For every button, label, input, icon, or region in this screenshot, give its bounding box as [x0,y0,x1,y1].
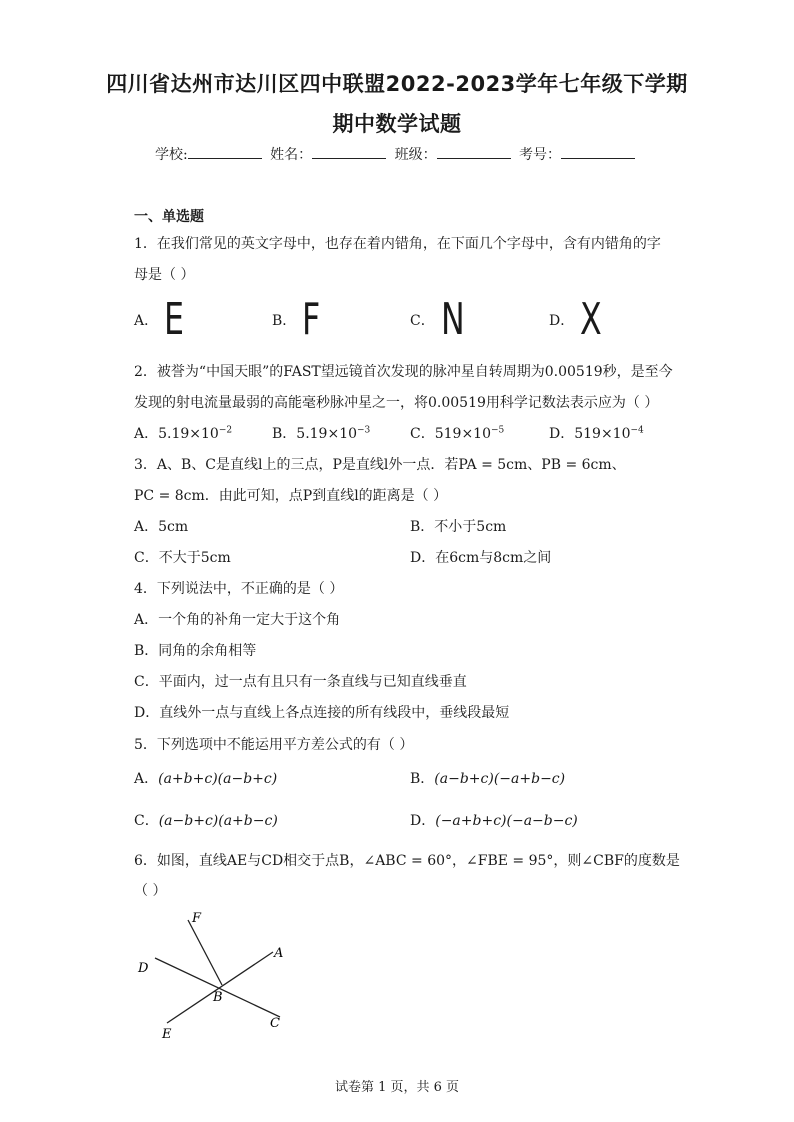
q2-option-a-exp: −2 [218,425,233,436]
label-a: A [274,946,284,961]
q1-option-d[interactable] [549,294,610,345]
q6-text-line2: （ ） [134,883,167,899]
q4-option-d-text: 直线外一点与直线上各点连接的所有线段中，垂线段最短 [159,705,510,721]
q5-option-b-label: B． [410,771,435,787]
q1-option-b[interactable] [272,294,328,345]
q5-option-b[interactable] [410,768,565,788]
label-b: B [213,990,223,1005]
school-label: 学校: [154,147,188,163]
number-label: 考号： [519,147,562,163]
q5-option-a-expr: (a+b+c)(a−b+c) [158,771,278,787]
q5-option-c[interactable] [134,810,278,830]
q2-option-c-label: C． [410,426,435,442]
q1-text-line2: 母是（ ） [134,267,195,283]
q3-option-a-label: A． [134,519,159,535]
page-footer: 试卷第 1 页，共 6 页 [334,1080,460,1095]
q3-option-c[interactable] [134,547,231,567]
q4-option-c-text: 平面内，过一点有且只有一条直线与已知直线垂直 [158,674,467,690]
letter-x-glyph: X [580,294,602,345]
q2-option-b-exp: −3 [357,425,371,436]
line-ae [167,952,273,1023]
q5-option-a-label: A． [134,771,159,787]
q1-option-c[interactable] [410,294,474,345]
q4-option-c-label: C． [134,674,159,690]
q3-option-c-text: 不大于5cm [158,550,231,566]
q4-option-c[interactable] [134,671,467,691]
letter-f-glyph: F [302,294,321,345]
q5-text-line1: 5．下列选项中不能运用平方差公式的有（ ） [134,737,414,753]
q5-option-d-expr: (−a+b+c)(−a−b−c) [435,813,578,829]
q1-option-c-label: C． [410,312,435,329]
student-info-row [0,144,794,164]
class-blank[interactable] [437,145,511,159]
q3-option-a-text: 5cm [158,519,189,535]
q4-option-b-text: 同角的余角相等 [158,643,257,659]
name-blank[interactable] [312,145,386,159]
q3-option-b-text: 不小于5cm [434,519,507,535]
q5-option-a[interactable] [134,768,277,788]
class-label: 班级： [394,147,437,163]
name-label: 姓名： [270,147,313,163]
q3-option-d-label: D． [410,550,436,566]
q4-option-b[interactable] [134,640,256,660]
q3-text-line1: 3．A、B、C是直线l上的三点，P是直线l外一点．若PA = 5cm、PB = 6cm、 [134,457,626,473]
q3-text-line2: PC = 8cm．由此可知，点P到直线l的距离是（ ） [134,488,448,504]
label-e: E [162,1027,172,1042]
q2-option-a-base: 5.19×10 [158,426,219,442]
q3-option-a[interactable] [134,516,188,536]
q4-option-d-label: D． [134,705,160,721]
q2-option-c-base: 519×10 [434,426,491,442]
q2-option-b-label: B． [272,426,297,442]
exam-title-line1: 四川省达州市达川区四中联盟2022-2023学年七年级下学期 [106,72,688,96]
q4-option-d[interactable] [134,702,509,722]
q1-option-d-label: D． [549,312,575,329]
q2-text-line2: 发现的射电流量最弱的高能毫秒脉冲星之一，将0.00519用科学记数法表示应为（ ） [134,395,659,411]
q3-option-d-text: 在6cm与8cm之间 [435,550,552,566]
q6-text-line1: 6．如图，直线AE与CD相交于点B，∠ABC = 60°，∠FBE = 95°，则∠CBF的度数是 [134,853,680,869]
q2-option-a-label: A． [134,426,159,442]
ray-bf [188,920,222,985]
q2-text-line1: 2．被誉为“中国天眼”的FAST望远镜首次发现的脉冲星自转周期为0.00519秒，是至今 [134,364,673,380]
q2-option-b-base: 5.19×10 [296,426,358,442]
q3-option-d[interactable] [410,547,551,567]
letter-e-glyph: E [164,294,185,345]
number-blank[interactable] [561,145,635,159]
q4-option-b-label: B． [134,643,159,659]
q2-option-d[interactable] [549,423,644,443]
label-f: F [192,911,202,926]
label-c: C [270,1016,280,1031]
q6-geometry-figure [130,905,310,1045]
section-heading: 一、单选题 [134,209,204,225]
q3-option-c-label: C． [134,550,159,566]
letter-n-glyph: N [440,294,465,345]
q2-option-b[interactable] [272,423,370,443]
q4-option-a-text: 一个角的补角一定大于这个角 [158,612,341,628]
q5-option-c-label: C． [134,813,159,829]
q2-option-d-base: 519×10 [574,426,631,442]
q2-option-d-label: D． [549,426,575,442]
q2-option-a[interactable] [134,423,232,443]
q5-option-b-expr: (a−b+c)(−a+b−c) [434,771,566,787]
line-dc [155,958,280,1017]
exam-title-line2: 期中数学试题 [332,112,462,136]
q3-option-b-label: B． [410,519,435,535]
q2-option-d-exp: −4 [630,425,644,436]
q3-option-b[interactable] [410,516,506,536]
q4-text-line1: 4．下列说法中，不正确的是（ ） [134,581,344,597]
q2-option-c-exp: −5 [491,425,505,436]
q1-option-a[interactable] [134,294,192,345]
q1-option-a-label: A． [134,312,159,329]
q1-text-line1: 1．在我们常见的英文字母中，也存在着内错角，在下面几个字母中，含有内错角的字 [134,236,661,252]
q1-option-b-label: B． [272,312,297,329]
q4-option-a-label: A． [134,612,159,628]
q5-option-d[interactable] [410,810,578,830]
q5-option-c-expr: (a−b+c)(a+b−c) [158,813,278,829]
label-d: D [138,961,149,976]
q4-option-a[interactable] [134,609,340,629]
q2-option-c[interactable] [410,423,504,443]
q5-option-d-label: D． [410,813,436,829]
school-blank[interactable] [188,145,262,159]
